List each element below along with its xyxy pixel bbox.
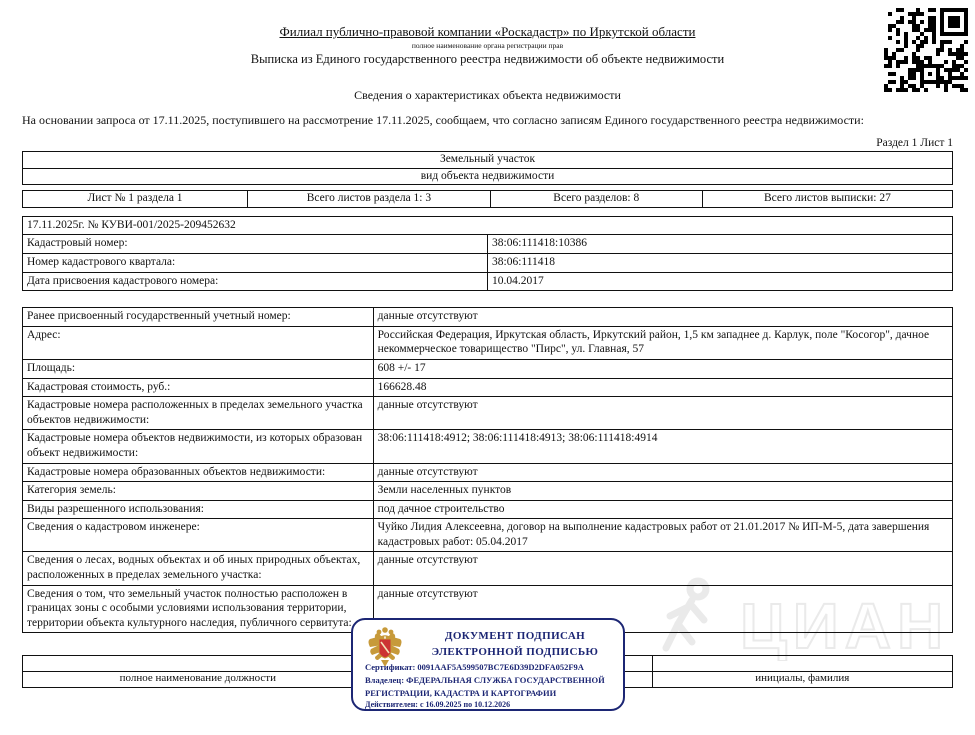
field-label: Сведения о том, что земельный участок полностью расположен в границах зоны с особыми условиями использования территории, территории объекта культурного наследия, публичного сервитута:	[23, 585, 374, 633]
field-label: Кадастровая стоимость, руб.:	[23, 378, 374, 397]
field-value: данные отсутствуют	[373, 552, 952, 585]
sheet-info-cell: Всего разделов: 8	[490, 191, 702, 208]
table-row	[23, 191, 953, 208]
stamp-certificate-line: Сертификат: 0091AAF5A599507BC7E6D39D2DFA052F9A	[365, 662, 584, 672]
stamp-title-line1: ДОКУМЕНТ ПОДПИСАН	[444, 630, 586, 642]
field-label: Ранее присвоенный государственный учетный номер:	[23, 308, 374, 327]
stamp-titles	[415, 629, 615, 661]
field-label: Адрес:	[23, 326, 374, 359]
table-row	[23, 235, 953, 254]
table-row	[23, 308, 953, 327]
section-sheet-label: Раздел 1 Лист 1	[876, 137, 953, 149]
table-row	[23, 216, 953, 235]
field-value: 38:06:111418	[488, 253, 953, 272]
field-value: 38:06:111418:10386	[488, 235, 953, 254]
field-label: Кадастровый номер:	[23, 235, 488, 254]
sheet-info-cell: Всего листов выписки: 27	[702, 191, 952, 208]
field-value: данные отсутствуют	[373, 397, 952, 430]
field-label: Сведения о лесах, водных объектах и об иных природных объектах, расположенных в пределах земельного участка:	[23, 552, 374, 585]
field-value: данные отсутствуют	[373, 585, 952, 633]
field-value: 10.04.2017	[488, 272, 953, 291]
signature-cell	[23, 656, 374, 672]
sheets-info-table	[22, 190, 953, 208]
table-row	[23, 519, 953, 552]
table-row	[23, 378, 953, 397]
document-title: Выписка из Единого государственного реестра недвижимости об объекте недвижимости	[250, 52, 725, 66]
field-value: 608 +/- 17	[373, 359, 952, 378]
field-label: Кадастровые номера объектов недвижимости, из которых образован объект недвижимости:	[23, 430, 374, 463]
field-value: данные отсутствуют	[373, 463, 952, 482]
table-row	[23, 552, 953, 585]
digital-signature-stamp	[351, 618, 625, 711]
table-row	[23, 430, 953, 463]
field-label: Площадь:	[23, 359, 374, 378]
field-value: Земли населенных пунктов	[373, 482, 952, 501]
field-value: Чуйко Лидия Алексеевна, договор на выполнение кадастровых работ от 21.01.2017 № ИП-М-5, дата завершения кадастровых работ: 05.04.2017	[373, 519, 952, 552]
table-row	[23, 272, 953, 291]
field-label: Сведения о кадастровом инженере:	[23, 519, 374, 552]
stamp-title-line2: ЭЛЕКТРОННОЙ ПОДПИСЬЮ	[431, 645, 599, 658]
field-value: данные отсутствуют	[373, 308, 952, 327]
request-basis-line: На основании запроса от 17.11.2025, поступившего на рассмотрение 17.11.2025, сообщаем, что согласно записям Единого государственного реестра недвижимости:	[22, 113, 864, 127]
object-type-value: Земельный участок	[23, 152, 953, 169]
stamp-owner-line: Владелец: ФЕДЕРАЛЬНАЯ СЛУЖБА ГОСУДАРСТВЕННОЙ РЕГИСТРАЦИИ, КАДАСТРА И КАРТОГРАФИИ	[365, 674, 605, 698]
org-name: Филиал публично-правовой компании «Роскадастр» по Иркутской области	[279, 24, 696, 39]
sheet-info-cell: Всего листов раздела 1: 3	[248, 191, 491, 208]
table-row	[23, 168, 953, 185]
cadastral-table	[22, 216, 953, 291]
section-title: Сведения о характеристиках объекта недвижимости	[354, 88, 621, 102]
field-label: Дата присвоения кадастрового номера:	[23, 272, 488, 291]
field-label: Кадастровые номера расположенных в пределах земельного участка объектов недвижимости:	[23, 397, 374, 430]
table-row	[23, 463, 953, 482]
position-caption: полное наименование должности	[23, 672, 374, 688]
sheet-info-cell: Лист № 1 раздела 1	[23, 191, 248, 208]
field-label: Кадастровые номера образованных объектов недвижимости:	[23, 463, 374, 482]
field-value: под дачное строительство	[373, 500, 952, 519]
table-row	[23, 253, 953, 272]
field-label: Номер кадастрового квартала:	[23, 253, 488, 272]
request-number: 17.11.2025г. № КУВИ-001/2025-209452632	[23, 216, 953, 235]
table-row	[23, 326, 953, 359]
field-value: 38:06:111418:4912; 38:06:111418:4913; 38:06:111418:4914	[373, 430, 952, 463]
table-row	[23, 397, 953, 430]
field-label: Виды разрешенного использования:	[23, 500, 374, 519]
object-type-caption: вид объекта недвижимости	[23, 168, 953, 185]
initials-caption: инициалы, фамилия	[652, 672, 952, 688]
table-row	[23, 359, 953, 378]
field-value: Российская Федерация, Иркутская область, Иркутский район, 1,5 км западнее д. Карлук, поле "Косогор", дачное некоммерческое товарищество "Пирс", ул. Главная, 57	[373, 326, 952, 359]
field-label: Категория земель:	[23, 482, 374, 501]
watermark-text: ЦИАН	[740, 590, 950, 661]
table-row	[23, 500, 953, 519]
stamp-info	[365, 661, 617, 711]
details-table	[22, 307, 953, 633]
signature-cell	[652, 656, 952, 672]
field-value: 166628.48	[373, 378, 952, 397]
document-content	[22, 0, 953, 633]
table-row	[23, 482, 953, 501]
object-type-table	[22, 151, 953, 185]
org-name-caption: полное наименование органа регистрации прав	[411, 41, 564, 50]
table-row	[23, 152, 953, 169]
stamp-validity-line: Действителен: с 16.09.2025 по 10.12.2026	[365, 700, 511, 710]
